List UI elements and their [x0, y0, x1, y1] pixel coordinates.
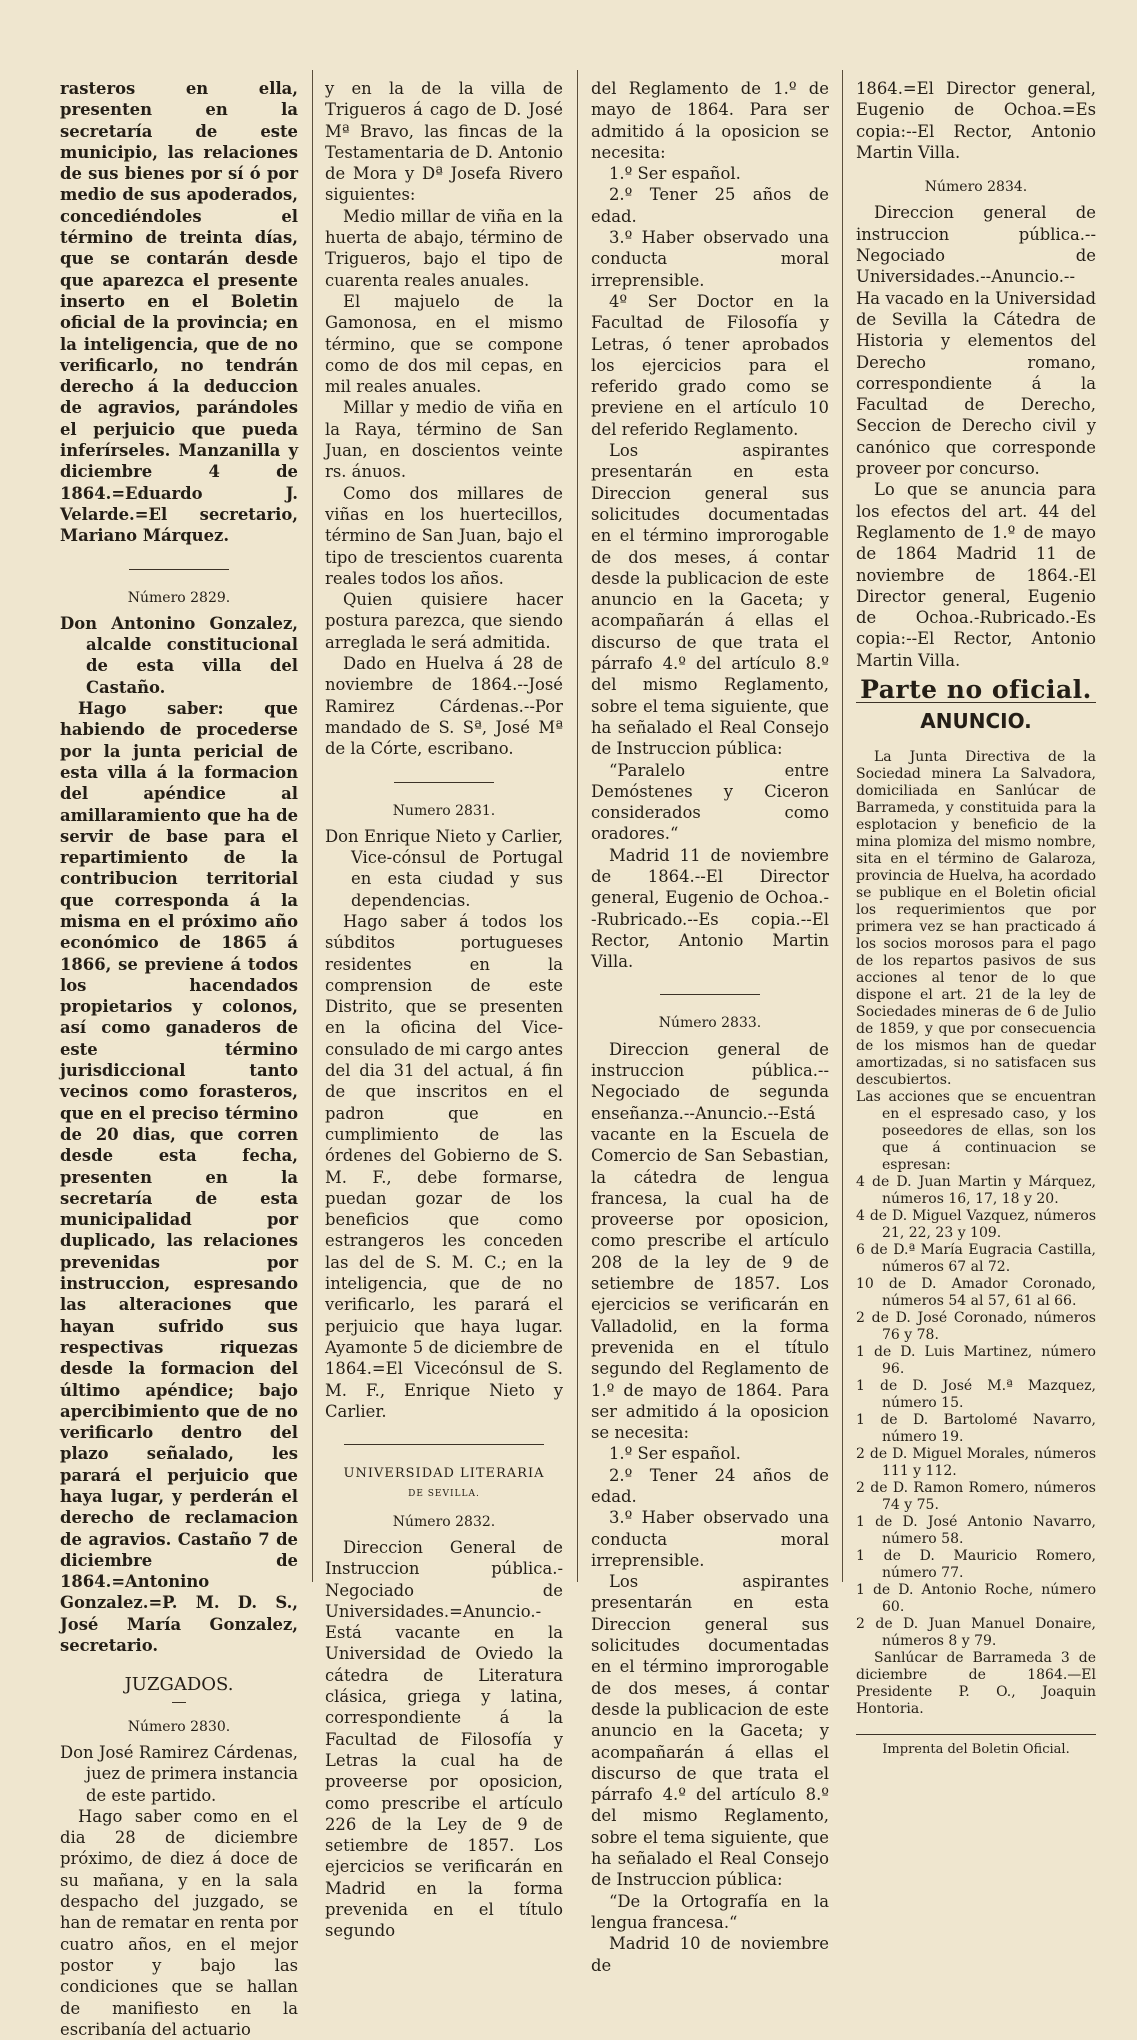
acciones-intro: Las acciones que se encuentran en el espresado caso, y los poseedores de ellas, son los que á continuacion se espresan: [856, 1088, 1096, 1173]
universidad-heading: UNIVERSIDAD LITERARIA [343, 1466, 545, 1482]
oviedo-notice: Direccion General de Instruccion pública.-Negociado de Universidades.=Anuncio.-Está vacante en la Universidad de Oviedo la cátedra de Literatura clásica, griega y latina, correspondiente á la Facultad de Filosofía y Letras la cual ha de proveerse por oposicion, como prescribe el artículo 226 de la Ley de 9 de setiembre de 1857. Los ejercicios se verificarán en Madrid en la forma prevenida en el título segundo [325, 1538, 563, 1941]
requisito-2: 2.º Tener 25 años de edad. [591, 185, 829, 226]
column-rule-2 [577, 70, 578, 1582]
notice-number-2831: Numero 2831. [392, 802, 496, 819]
list-item: 10 de D. Amador Coronado, números 54 al 57, 61 al 66. [856, 1275, 1096, 1309]
list-item: 1 de D. Mauricio Romero, número 77. [856, 1547, 1096, 1581]
notice-number-2832: Número 2832. [392, 1513, 496, 1530]
separator [660, 994, 760, 995]
requisito-1: 1.º Ser español. [609, 164, 741, 184]
ochoa-signature: 1864.=El Director general, Eugenio de Ochoa.=Es copia:--El Rector, Antonio Martin Villa. [856, 79, 1096, 162]
reglamento-text: del Reglamento de 1.º de mayo de 1864. Para ser admitido á la oposicion se necesita: [591, 79, 829, 162]
list-item: 2 de D. Miguel Morales, números 111 y 112. [856, 1445, 1096, 1479]
separator [129, 569, 229, 570]
notice-number-2834: Número 2834. [924, 179, 1028, 196]
column-4 [856, 78, 1096, 1757]
vicecónsul-notice: Hago saber á todos los súbditos portugueses residentes en la comprension de este Distrito, que se presenten en la oficina del Vice-consulado de mi cargo antes del dia 31 del actual, á fin de que inscritos en el padron que en cumplimiento de las órdenes del Gobierno de S. M. F., debe formarse, puedan gozar de los beneficios que como estrangeros les conceden las del de S. M. C.; en la inteligencia, que de no verificarlo, les parará el perjuicio que haya lugar. Ayamonte 5 de diciembre de 1864.=El Vicecónsul de S. M. F., Enrique Nieto y Carlier. [325, 911, 563, 1421]
aspirantes-text-2: Los aspirantes presentarán en esta Direccion general sus solicitudes documentadas en el término improrogable de dos meses, á contar desde la publicacion de este anuncio en la Gaceta; y acompañarán á ellas el discurso de que trata el párrafo 4.º del artículo 8.º del mismo Reglamento, sobre el tema siguiente, que ha señalado el Real Consejo de Instruccion pública: [591, 1572, 829, 1890]
requisito-3: 3.º Haber observado una conducta moral irreprensible. [591, 228, 829, 290]
finca-4: Como dos millares de viñas en los huertecillos, término de San Juan, bajo el tipo de trescientos cuarenta reales todos los años. [325, 483, 563, 588]
list-item: 4 de D. Miguel Vazquez, números 21, 22, 23 y 109. [856, 1207, 1096, 1241]
list-item: 4 de D. Juan Martin y Márquez, números 16, 17, 18 y 20. [856, 1173, 1096, 1207]
imprenta-footer: Imprenta del Boletin Oficial. [856, 1734, 1096, 1760]
madrid-date: Madrid 10 de noviembre de [591, 1934, 829, 1975]
column-3 [591, 78, 829, 1975]
separator [172, 1702, 186, 1703]
separator [344, 1444, 544, 1445]
column-rule-3 [842, 70, 843, 1582]
madrid-signature: Madrid 11 de noviembre de 1864.--El Director general, Eugenio de Ochoa.--Rubricado.--Es copia.--El Rector, Antonio Martin Villa. [591, 845, 829, 972]
castano-notice: Hago saber: que habiendo de procederse por la junta pericial de esta villa á la formacion del apéndice al amillaramiento que ha de servir de base para el repartimiento de la contribucion territorial que corresponda á la misma en el próximo año económico de 1865 á 1866, se previene á todos los hacendados propietarios y colonos, así como ganaderos de este término jurisdiccional tanto vecinos como forasteros, que en el preciso término de 20 dias, que corren desde esta fecha, presenten en la secretaría de esta municipalidad por duplicado, las relaciones prevenidas por instruccion, espresando las alteraciones que hayan sufrido sus respectivas riquezas desde la formacion del último apéndice; bajo apercibimiento que de no verificarlo dentro del plazo señalado, les parará el perjuicio que haya lugar, y perderán el derecho de reclamacion de agravios. Castaño 7 de diciembre de 1864.=Antonino Gonzalez.=P. M. D. S., José María Gonzalez, secretario. [60, 699, 298, 1656]
column-2 [325, 78, 563, 1941]
san-sebastian-notice: Direccion general de instruccion pública.--Negociado de segunda enseñanza.--Anuncio.--Está vacante en la Escuela de Comercio de San Sebastian, la cátedra de lengua francesa, la cual ha de proveerse por oposicion, como prescribe el artículo 208 de la ley de 9 de setiembre de 1857. Los ejercicios se verificarán en Valladolid, en la forma prevenida en el título segundo del Reglamento de 1.º de mayo de 1864. Para ser admitido á la oposicion se necesita: [591, 1039, 829, 1443]
juez-notice: Hago saber como en el dia 28 de diciembre próximo, de diez á doce de su mañana, y en la sala despacho del juzgado, se han de rematar en renta por cuatro años, en el mejor postor y bajo las condiciones que se hallan de manifiesto en la escribanía del actuario [60, 1806, 298, 2039]
requisito-b2: 2.º Tener 24 años de edad. [591, 1465, 829, 1506]
vicecónsul-heading: Don Enrique Nieto y Carlier, Vice-cónsul de Portugal en esta ciudad y sus dependencias. [325, 826, 563, 910]
castano-heading: Don Antonino Gonzalez, alcalde constitucional de esta villa del Castaño. [60, 613, 298, 697]
sevilla-catedra-notice: Direccion general de instruccion pública.--Negociado de Universidades.--Anuncio.--Ha vacado en la Universidad de Sevilla la Cátedra de Historia y elementos del Derecho romano, correspondiente á la Facultad de Derecho, Seccion de Derecho civil y canónico que corresponde proveer por concurso. [856, 203, 1096, 479]
list-item: 1 de D. José M.ª Mazquez, número 15. [856, 1377, 1096, 1411]
requisito-b3: 3.º Haber observado una conducta moral irreprensible. [591, 1508, 829, 1570]
requisito-4: 4º Ser Doctor en la Facultad de Filosofía y Letras, ó tener aprobados los ejercicios para el referido grado como se previene en el artículo 10 del referido Reglamento. [591, 291, 829, 439]
finca-2: El majuelo de la Gamonosa, en el mismo término, que se compone como de dos mil cepas, en mil reales anuales. [325, 291, 563, 397]
separator [394, 782, 494, 783]
finca-3: Millar y medio de viña en la Raya, término de San Juan, en doscientos veinte rs. ánuos. [325, 398, 563, 482]
sanlucar-signature: Sanlúcar de Barrameda 3 de diciembre de 1864.—El Presidente P. O., Joaquin Hontoria. [856, 1649, 1096, 1717]
tema-text: “Paralelo entre Demóstenes y Ciceron considerados como oradores.“ [591, 760, 829, 844]
list-item: 2 de D. José Coronado, números 76 y 78. [856, 1309, 1096, 1343]
notice-number-2830: Número 2830. [127, 1718, 231, 1735]
sevilla-catedra-signature: Lo que se anuncia para los efectos del art. 44 del Reglamento de 1.º de mayo de 1864 Madrid 11 de noviembre de 1864.-El Director general, Eugenio de Ochoa.-Rubricado.-Es copia:--El Rector, Antonio Martin Villa. [856, 480, 1096, 670]
tema-text-2: “De la Ortografía en la lengua francesa.“ [591, 1891, 829, 1932]
column-1 [60, 78, 298, 2039]
fincas-intro: y en la de la villa de Trigueros á cago de D. José Mª Bravo, las fincas de la Testamentaria de D. Antonio de Mora y Dª Josefa Rivero siguientes: [325, 79, 563, 205]
list-item: 1 de D. Bartolomé Navarro, número 19. [856, 1411, 1096, 1445]
list-item: 6 de D.ª María Eugracia Castilla, números 67 al 72. [856, 1241, 1096, 1275]
section-juzgados: JUZGADOS. [124, 1674, 234, 1696]
postura-text: Quien quisiere hacer postura parezca, que siendo arreglada le será admitida. [325, 590, 563, 652]
manzanilla-notice-end: rasteros en ella, presenten en la secretaría de este municipio, las relaciones de sus bienes por sí ó por medio de sus apoderados, concediéndoles el término de treinta días, que se contarán desde que aparezca el presente inserto en el Boletin oficial de la provincia; en la inteligencia, que de no verificarlo, no tendrán derecho á la deduccion de agravios, parándoles el perjuicio que pueda inferírseles. Manzanilla y diciembre 4 de 1864.=Eduardo J. Velarde.=El secretario, Mariano Márquez. [60, 79, 298, 546]
list-item: 1 de D. Luis Martinez, número 96. [856, 1343, 1096, 1377]
aspirantes-text: Los aspirantes presentarán en esta Direccion general sus solicitudes documentadas en el término improrogable de dos meses, á contar desde la publicacion de este anuncio en la Gaceta; y acompañarán á ellas el discurso de que trata el párrafo 4.º del artículo 8.º del mismo Reglamento, sobre el tema siguiente, que ha señalado el Real Consejo de Instruccion pública: [591, 441, 829, 759]
sevilla-subheading: DE SEVILLA. [408, 1489, 480, 1500]
juez-heading: Don José Ramirez Cárdenas, juez de primera instancia de este partido. [60, 1742, 298, 1805]
list-item: 1 de D. José Antonio Navarro, número 58. [856, 1513, 1096, 1547]
notice-number-2833: Número 2833. [658, 1015, 762, 1032]
finca-1: Medio millar de viña en la huerta de abajo, término de Trigueros, bajo el tipo de cuarenta reales anuales. [325, 206, 563, 290]
parte-no-oficial-heading: Parte no oficial. [856, 679, 1096, 703]
notice-number-2829: Número 2829. [127, 589, 231, 606]
column-rule-1 [312, 70, 313, 1582]
anuncio-heading: ANUNCIO. [920, 709, 1032, 734]
huelva-signature: Dado en Huelva á 28 de noviembre de 1864.--José Ramirez Cárdenas.--Por mandado de S. Sª, José Mª de la Córte, escribano. [325, 654, 563, 759]
list-item: 1 de D. Antonio Roche, número 60. [856, 1581, 1096, 1615]
list-item: 2 de D. Ramon Romero, números 74 y 75. [856, 1479, 1096, 1513]
list-item: 2 de D. Juan Manuel Donaire, números 8 y 79. [856, 1615, 1096, 1649]
requisito-b1: 1.º Ser español. [609, 1444, 741, 1464]
salvadora-notice: La Junta Directiva de la Sociedad minera La Salvadora, domiciliada en Sanlúcar de Barrameda, y constituida para la esplotacion y beneficio de la mina plomiza del mismo nombre, sita en el término de Galaroza, provincia de Huelva, ha acordado se publique en el Boletin oficial los requerimientos que por primera vez se han practicado á los socios morosos para el pago de los repartos pasivos de sus acciones al tenor de lo que dispone el art. 21 de la ley de Sociedades mineras de 6 de Julio de 1859, y que por consecuencia de los mismos han de quedar amortizadas, si no satisfacen sus descubiertos. [856, 748, 1096, 1088]
